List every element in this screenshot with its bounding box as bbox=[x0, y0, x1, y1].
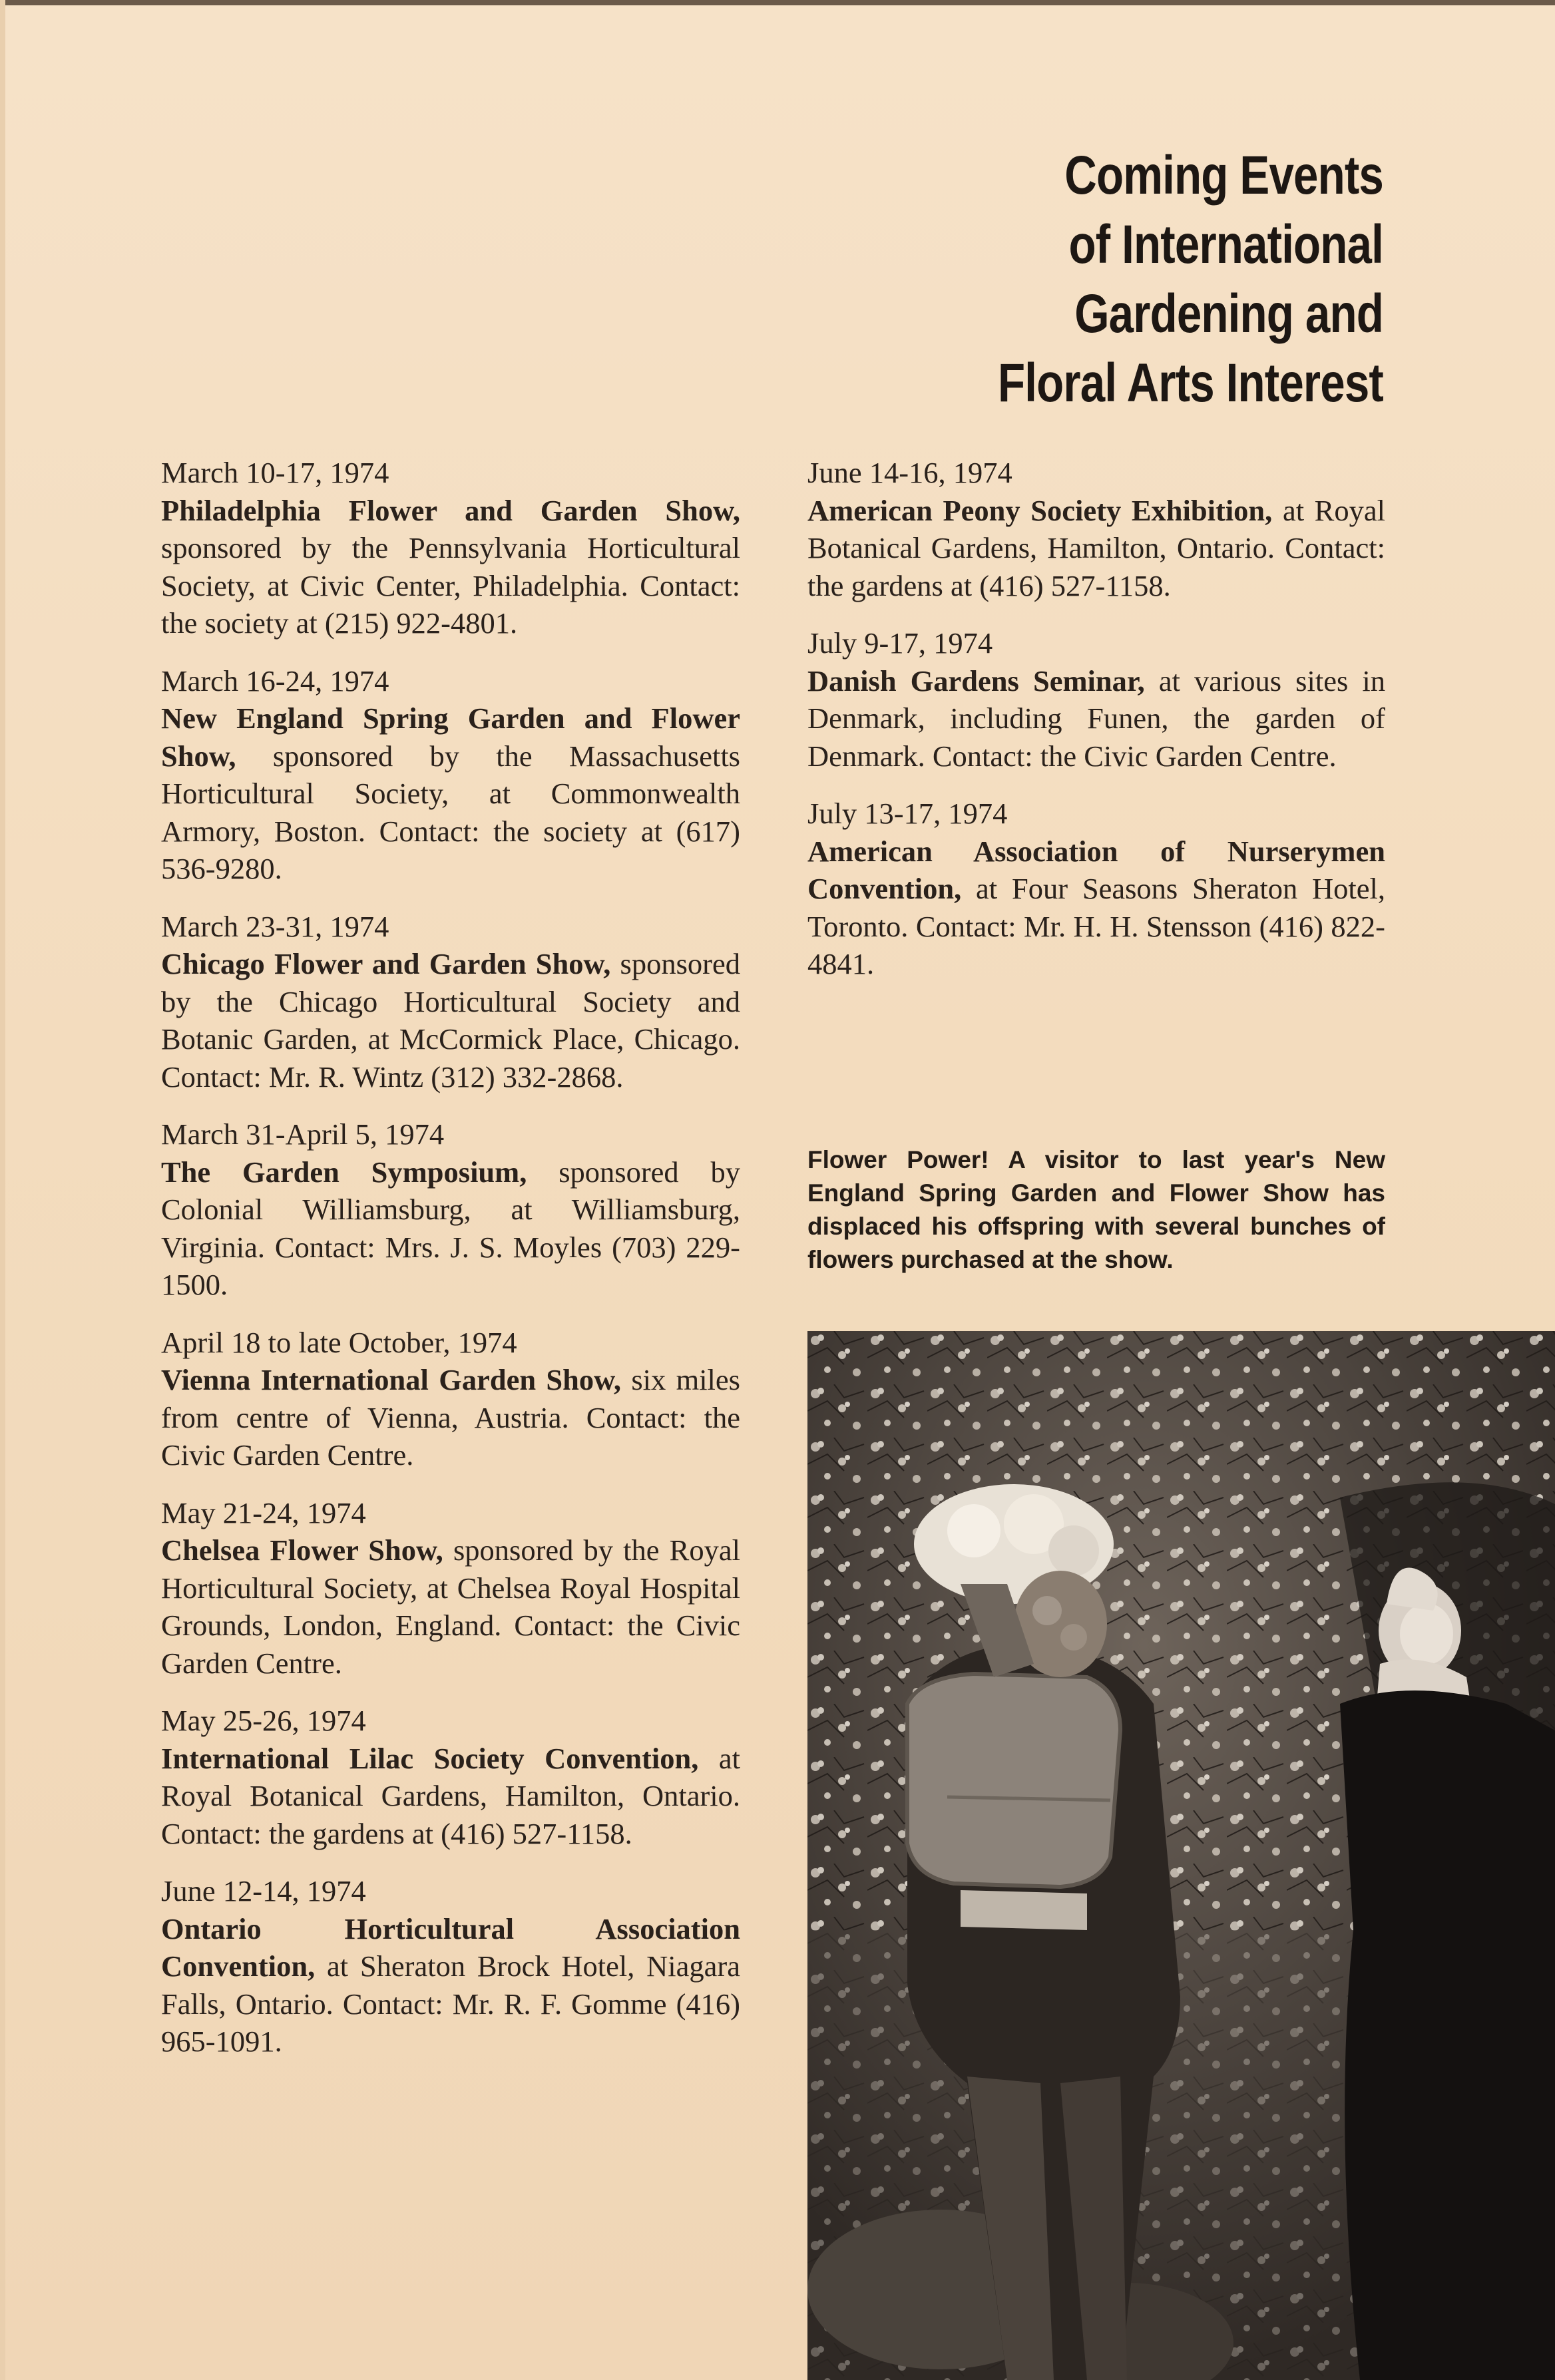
event-date: March 10-17, 1974 bbox=[161, 456, 389, 489]
event-entry bbox=[161, 908, 740, 1096]
event-entry bbox=[807, 454, 1385, 604]
backpack-strap bbox=[961, 1890, 1087, 1930]
event-entry bbox=[161, 1494, 740, 1683]
event-date: May 25-26, 1974 bbox=[161, 1704, 366, 1737]
event-entry bbox=[807, 795, 1385, 983]
event-entry bbox=[161, 1324, 740, 1474]
event-details: at various sites in Denmark, including Funen, the garden of Denmark. Contact: the Civic Garden Centre. bbox=[807, 664, 1385, 773]
event-name: International Lilac Society Convention, bbox=[161, 1741, 719, 1775]
backpack bbox=[907, 1674, 1120, 1887]
event-name: Danish Gardens Seminar, bbox=[807, 664, 1159, 697]
event-date: March 31-April 5, 1974 bbox=[161, 1117, 445, 1151]
event-date: March 16-24, 1974 bbox=[161, 664, 389, 697]
page-top-edge bbox=[0, 0, 1555, 5]
event-date: July 13-17, 1974 bbox=[807, 797, 1008, 830]
event-name: Ontario Horticultural Association Convention, bbox=[161, 1911, 740, 1983]
event-details: sponsored by the Massachusetts Horticultural Society, at Commonwealth Armory, Boston. Contact: the society at (617) 536-9280. bbox=[161, 739, 741, 885]
event-entry bbox=[161, 454, 740, 642]
event-name: American Association of Nurserymen Convention, bbox=[807, 834, 1385, 905]
right-event-column bbox=[807, 454, 1385, 1003]
event-details: at Sheraton Brock Hotel, Niagara Falls, Ontario. Contact: Mr. R. F. Gomme (416) 965-1091. bbox=[161, 1949, 740, 2058]
event-entry bbox=[161, 1702, 740, 1852]
page-title bbox=[892, 141, 1383, 418]
title-line-3: Gardening and bbox=[1074, 284, 1383, 344]
event-name: American Peony Society Exhibition, bbox=[807, 493, 1283, 527]
event-details: sponsored by Colonial Williamsburg, at Williamsburg, Virginia. Contact: Mrs. J. S. Moyles (703) 229-1500. bbox=[161, 1155, 740, 1301]
event-entry bbox=[161, 1115, 740, 1304]
event-date: April 18 to late October, 1974 bbox=[161, 1325, 517, 1359]
event-details: six miles from centre of Vienna, Austria. Contact: the Civic Garden Centre. bbox=[161, 1363, 740, 1472]
event-date: June 12-14, 1974 bbox=[161, 1874, 366, 1907]
event-details: sponsored by the Chicago Horticultural Society and Botanic Garden, at McCormick Place, Chicago. Contact: Mr. R. Wintz (312) 332-2868. bbox=[161, 947, 740, 1093]
event-date: June 14-16, 1974 bbox=[807, 456, 1012, 489]
event-details: at Royal Botanical Gardens, Hamilton, Ontario. Contact: the gardens at (416) 527-1158. bbox=[807, 493, 1385, 602]
event-details: at Four Seasons Sheraton Hotel, Toronto. Contact: Mr. H. H. Stensson (416) 822-4841. bbox=[807, 872, 1385, 980]
event-details: sponsored by the Pennsylvania Horticultural Society, at Civic Center, Philadelphia. Contact: the society at (215) 922-4801. bbox=[161, 531, 740, 640]
event-name: Chicago Flower and Garden Show, bbox=[161, 947, 620, 980]
event-name: New England Spring Garden and Flower Show, bbox=[161, 701, 740, 773]
event-name: Chelsea Flower Show, bbox=[161, 1533, 453, 1567]
page-left-edge bbox=[0, 0, 5, 2380]
event-name: The Garden Symposium, bbox=[161, 1155, 559, 1189]
event-date: March 23-31, 1974 bbox=[161, 909, 389, 943]
left-event-column bbox=[161, 454, 740, 2081]
photograph-flower-show-visitor bbox=[807, 1331, 1555, 2380]
event-date: May 21-24, 1974 bbox=[161, 1495, 366, 1529]
title-line-4: Floral Arts Interest bbox=[998, 353, 1383, 413]
event-name: Vienna International Garden Show, bbox=[161, 1363, 632, 1396]
title-line-2: of International bbox=[1068, 214, 1383, 275]
event-entry bbox=[161, 1872, 740, 2061]
second-person-silhouette bbox=[1340, 1690, 1555, 2380]
event-date: July 9-17, 1974 bbox=[807, 626, 993, 660]
title-line-1: Coming Events bbox=[1064, 145, 1383, 206]
photo-caption: Flower Power! A visitor to last year's New England Spring Garden and Flower Show has displaced his offspring with several bunches of flowers purchased at the show. bbox=[807, 1146, 1385, 1273]
event-details: sponsored by the Royal Horticultural Society, at Chelsea Royal Hospital Grounds, London, England. Contact: the Civic Garden Centre. bbox=[161, 1533, 740, 1680]
event-details: at Royal Botanical Gardens, Hamilton, Ontario. Contact: the gardens at (416) 527-1158. bbox=[161, 1741, 740, 1850]
event-name: Philadelphia Flower and Garden Show, bbox=[161, 493, 740, 527]
event-entry bbox=[807, 624, 1385, 775]
event-entry bbox=[161, 662, 740, 888]
